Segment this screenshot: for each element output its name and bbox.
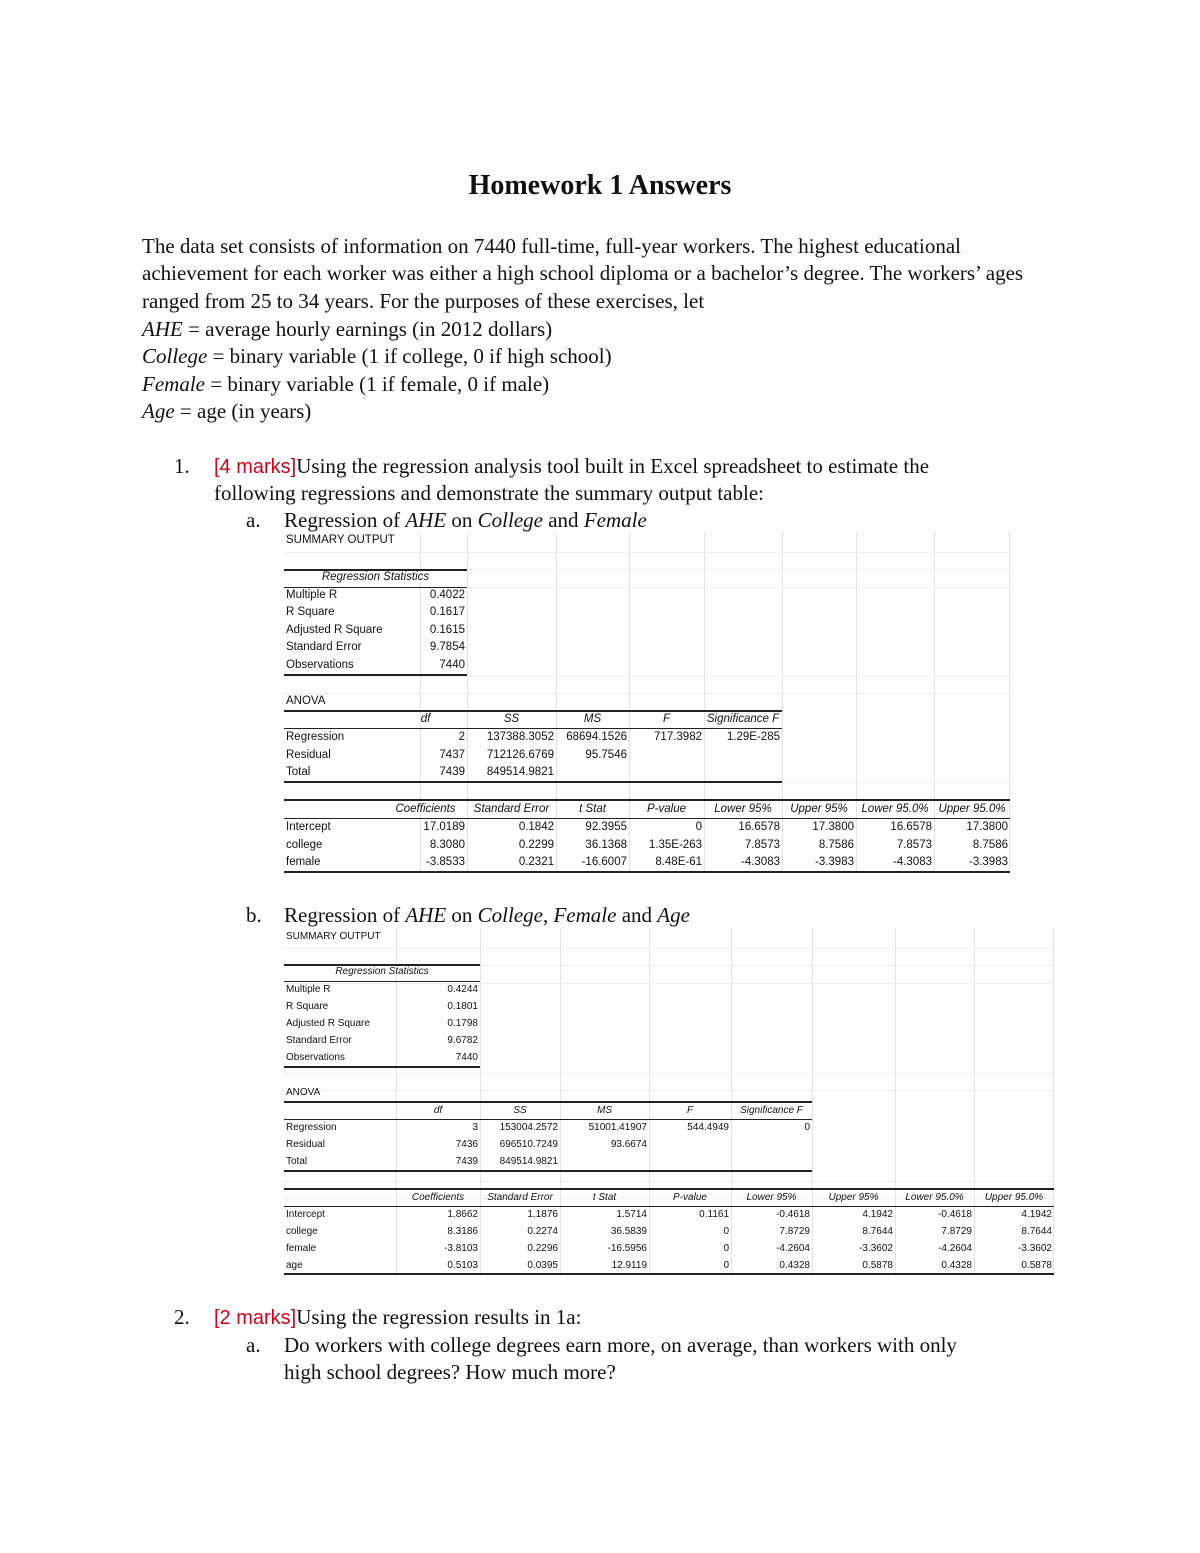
anova-row-label: Residual <box>286 1139 325 1150</box>
anova-row-label: Residual <box>286 749 331 761</box>
coef-header: P-value <box>673 1192 707 1203</box>
coef-value: 1.1876 <box>527 1209 558 1220</box>
anova-header-df: df <box>420 713 431 725</box>
coef-value: 0.2299 <box>518 839 554 851</box>
coef-value: -4.3083 <box>892 856 932 868</box>
coef-value: 0 <box>723 1226 729 1237</box>
coef-value: 0.4328 <box>941 1260 972 1271</box>
coef-value: 4.1942 <box>1021 1209 1052 1220</box>
regression-statistics-header: Regression Statistics <box>335 966 429 977</box>
coef-header: Upper 95% <box>790 803 848 815</box>
anova-header-significance-f: Significance F <box>740 1105 803 1116</box>
stat-value: 9.6782 <box>447 1035 478 1046</box>
coef-value: 0.5878 <box>862 1260 893 1271</box>
coef-value: 1.35E-263 <box>648 839 702 851</box>
anova-ss: 849514.9821 <box>486 766 554 778</box>
question-2a-line-1: Do workers with college degrees earn more, on average, than workers with only <box>284 1333 957 1357</box>
coef-header: P-value <box>647 803 686 815</box>
stat-value: 0.1798 <box>447 1018 478 1029</box>
coef-value: 7.8573 <box>896 839 932 851</box>
anova-header-ms: MS <box>597 1105 612 1116</box>
question-2-line: [2 marks]Using the regression results in 1a: <box>214 1305 582 1329</box>
anova-header-ss: SS <box>513 1105 527 1116</box>
summary-output-table-a <box>284 532 1010 872</box>
stat-label: Observations <box>286 659 354 671</box>
coef-value: 8.7644 <box>862 1226 893 1237</box>
coef-row-label: Intercept <box>286 1209 325 1220</box>
coef-value: 4.1942 <box>862 1209 893 1220</box>
anova-label: ANOVA <box>286 1087 321 1098</box>
coef-value: 8.7586 <box>818 839 854 851</box>
coef-value: -0.4618 <box>938 1209 972 1220</box>
coef-value: 7.8573 <box>744 839 780 851</box>
coef-value: -4.3083 <box>740 856 780 868</box>
coef-header: Upper 95% <box>828 1192 879 1203</box>
coef-header: Lower 95.0% <box>905 1192 964 1203</box>
coef-value: -4.2604 <box>776 1243 810 1254</box>
coef-header: Standard Error <box>487 1192 553 1203</box>
coef-header: Coefficients <box>411 1192 465 1203</box>
anova-ms: 51001.41907 <box>588 1122 647 1133</box>
coef-value: 8.7644 <box>1021 1226 1052 1237</box>
stat-label: Standard Error <box>286 1035 352 1046</box>
coef-value: 16.6578 <box>738 821 780 833</box>
coef-value: 8.7586 <box>972 839 1008 851</box>
coef-value: -3.3602 <box>1018 1243 1052 1254</box>
stat-value: 7440 <box>439 659 465 671</box>
anova-row-label: Regression <box>286 1122 337 1133</box>
coef-row-label: college <box>286 839 323 851</box>
anova-df: 7437 <box>439 749 465 761</box>
coef-value: 0.2296 <box>527 1243 558 1254</box>
coef-value: -3.3602 <box>859 1243 893 1254</box>
coef-row-label: Intercept <box>286 821 331 833</box>
coef-value: -16.6007 <box>581 856 627 868</box>
coef-value: 0.1842 <box>518 821 554 833</box>
coef-header: Standard Error <box>473 803 550 815</box>
coef-value: 1.8662 <box>447 1209 478 1220</box>
coef-value: 0.2274 <box>527 1226 558 1237</box>
coef-value: -3.8103 <box>444 1243 478 1254</box>
anova-df: 7439 <box>455 1156 478 1167</box>
intro-paragraph <box>142 233 1062 315</box>
coef-value: -0.4618 <box>776 1209 810 1220</box>
anova-row-label: Regression <box>286 731 345 743</box>
coef-header: Upper 95.0% <box>938 803 1006 815</box>
coef-row-label: female <box>286 1243 317 1254</box>
intro-text: The data set consists of information on 7440 full-time, full-year workers. The highest educational achievement for each worker was either a high school diploma or a bachelor’s degree. The workers’ ages ranged from 25 to 34 years. For the purposes of these exercises, let <box>142 234 1024 313</box>
anova-ss: 712126.6769 <box>486 749 554 761</box>
summary-output-table-b <box>284 928 1054 1274</box>
coef-value: 17.3800 <box>812 821 854 833</box>
stat-label: Multiple R <box>286 984 331 995</box>
coef-value: 7.8729 <box>779 1226 810 1237</box>
anova-header-f: F <box>686 1105 694 1116</box>
anova-df: 2 <box>458 731 465 743</box>
stat-value: 0.1617 <box>429 606 465 618</box>
coef-value: 0 <box>723 1243 729 1254</box>
stat-label: R Square <box>286 606 335 618</box>
anova-ss: 153004.2572 <box>499 1122 558 1133</box>
stat-value: 0.4244 <box>447 984 478 995</box>
coef-value: 36.1368 <box>585 839 627 851</box>
stat-label: Adjusted R Square <box>286 1018 370 1029</box>
coef-value: 17.3800 <box>966 821 1008 833</box>
anova-row-label: Total <box>286 766 311 778</box>
coef-value: -4.2604 <box>938 1243 972 1254</box>
summary-output-label: SUMMARY OUTPUT <box>286 931 381 942</box>
anova-df: 7436 <box>455 1139 478 1150</box>
summary-output-label: SUMMARY OUTPUT <box>286 534 395 546</box>
coef-value: 36.5839 <box>610 1226 647 1237</box>
anova-ms: 68694.1526 <box>566 731 627 743</box>
coef-value: 7.8729 <box>941 1226 972 1237</box>
anova-sig: 1.29E-285 <box>726 731 780 743</box>
stat-value: 7440 <box>455 1052 478 1063</box>
coef-value: 16.6578 <box>890 821 932 833</box>
coef-header: Lower 95% <box>746 1192 797 1203</box>
coef-row-label: age <box>286 1260 303 1271</box>
question-1-line-2: following regressions and demonstrate the summary output table: <box>214 481 764 505</box>
coef-value: 0.0395 <box>527 1260 558 1271</box>
coef-header: t Stat <box>579 803 606 815</box>
definition-ahe: AHE = average hourly earnings (in 2012 dollars) <box>142 317 553 341</box>
coef-value: 0.5103 <box>447 1260 478 1271</box>
coef-value: 8.3186 <box>447 1226 478 1237</box>
anova-header-df: df <box>433 1105 443 1116</box>
regression-statistics-header: Regression Statistics <box>321 571 430 583</box>
stat-value: 0.4022 <box>429 589 465 601</box>
coef-value: -3.3983 <box>968 856 1008 868</box>
coef-value: 0.1161 <box>699 1209 729 1220</box>
coef-value: 0 <box>723 1260 729 1271</box>
coef-header: t Stat <box>592 1192 617 1203</box>
coef-value: 12.9119 <box>611 1260 647 1271</box>
stat-label: R Square <box>286 1001 329 1012</box>
coef-header: Lower 95.0% <box>861 803 929 815</box>
coef-value: 92.3955 <box>585 821 627 833</box>
stat-value: 0.1801 <box>447 1001 478 1012</box>
coef-value: 0.5878 <box>1021 1260 1052 1271</box>
question-2-marks: [2 marks] <box>214 1307 297 1329</box>
question-1-line-1: [4 marks]Using the regression analysis tool built in Excel spreadsheet to estimate the <box>214 454 930 478</box>
coef-value: 8.3080 <box>429 839 465 851</box>
coef-value: -16.5956 <box>607 1243 647 1254</box>
coef-value: 8.48E-61 <box>655 856 702 868</box>
anova-ms: 93.6674 <box>610 1139 647 1150</box>
stat-value: 0.1615 <box>429 624 465 636</box>
anova-header-ms: MS <box>583 713 602 725</box>
coef-value: 1.5714 <box>616 1209 647 1220</box>
variable-definitions <box>142 316 612 426</box>
coef-header: Lower 95% <box>714 803 772 815</box>
coef-value: -3.3983 <box>814 856 854 868</box>
coef-row-label: college <box>286 1226 318 1237</box>
coef-value: 0.4328 <box>779 1260 810 1271</box>
question-2a-letter: a. <box>246 1333 261 1357</box>
anova-ss: 696510.7249 <box>499 1139 558 1150</box>
coef-row-label: female <box>286 856 321 868</box>
question-1b-text: Regression of AHE on College, Female and Age <box>284 903 690 927</box>
anova-label: ANOVA <box>286 695 326 707</box>
page-title: Homework 1 Answers <box>468 170 732 201</box>
coef-header: Coefficients <box>395 803 456 815</box>
question-2a-line-2: high school degrees? How much more? <box>284 1360 616 1384</box>
question-1a-letter: a. <box>246 508 261 532</box>
anova-sig: 0 <box>804 1122 810 1133</box>
stat-value: 9.7854 <box>429 641 465 653</box>
anova-df: 3 <box>472 1122 478 1133</box>
definition-college: College = binary variable (1 if college, 0 if high school) <box>142 344 612 369</box>
definition-female: Female = binary variable (1 if female, 0 if male) <box>142 371 550 396</box>
anova-ss: 849514.9821 <box>499 1156 558 1167</box>
anova-header-ss: SS <box>503 713 520 725</box>
coef-value: 0 <box>695 821 702 833</box>
stat-label: Standard Error <box>286 641 362 653</box>
stat-label: Multiple R <box>286 589 338 601</box>
coef-header: Upper 95.0% <box>984 1192 1044 1203</box>
stat-label: Observations <box>286 1052 345 1063</box>
anova-f: 717.3982 <box>654 731 702 743</box>
question-1b-letter: b. <box>246 903 262 927</box>
stat-label: Adjusted R Square <box>286 624 383 636</box>
question-1-number: 1. <box>174 454 190 478</box>
question-2-number: 2. <box>174 1305 190 1329</box>
coef-value: 17.0189 <box>423 821 465 833</box>
anova-header-f: F <box>662 713 671 725</box>
anova-f: 544.4949 <box>687 1122 729 1133</box>
anova-row-label: Total <box>286 1156 308 1167</box>
anova-ss: 137388.3052 <box>486 731 554 743</box>
coef-value: -3.8533 <box>425 856 465 868</box>
coef-value: 0.2321 <box>518 856 554 868</box>
anova-header-significance-f: Significance F <box>706 713 780 725</box>
question-1-marks: [4 marks] <box>214 456 297 478</box>
anova-ms: 95.7546 <box>585 749 627 761</box>
question-1a-text: Regression of AHE on College and Female <box>284 508 647 532</box>
anova-df: 7439 <box>439 766 465 778</box>
definition-age: Age = age (in years) <box>142 399 312 424</box>
